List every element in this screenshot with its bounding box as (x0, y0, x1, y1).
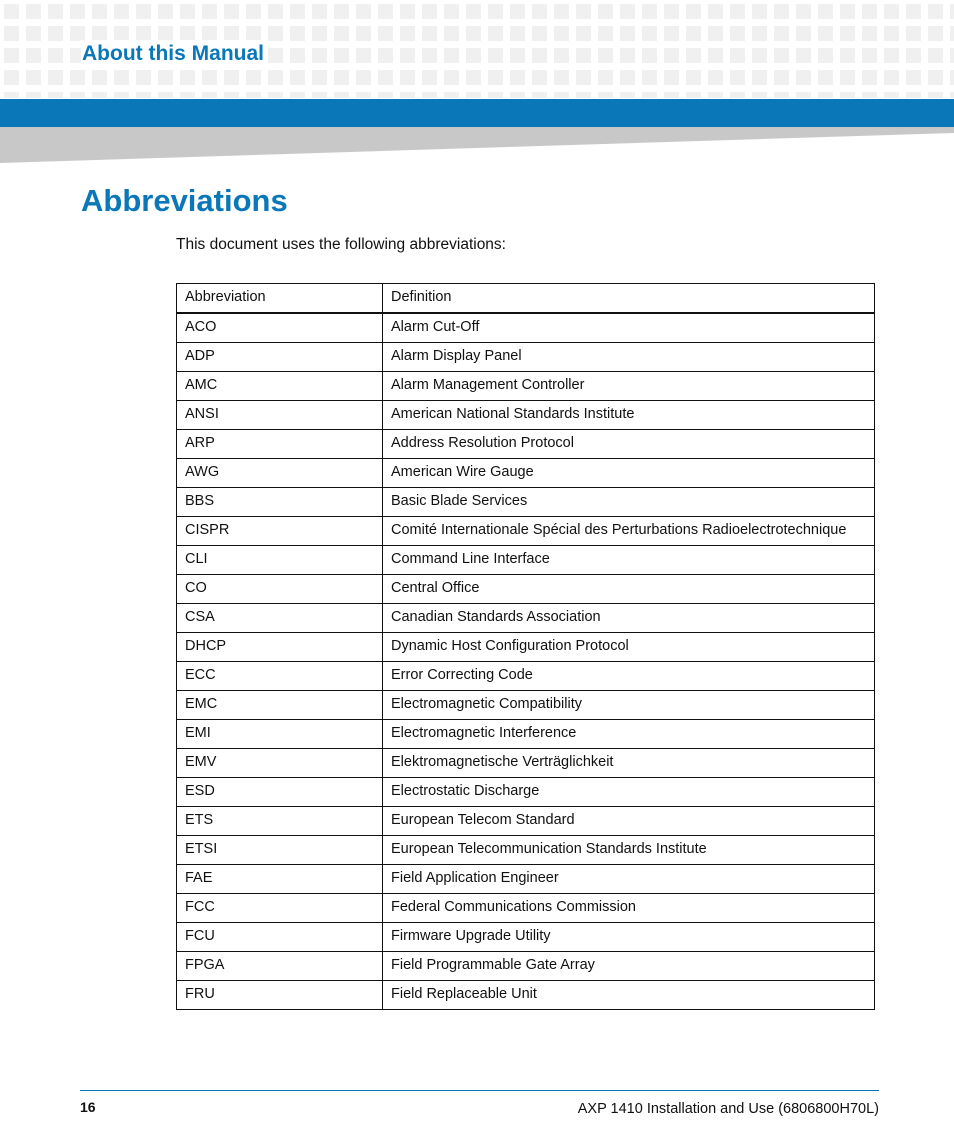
document-reference: AXP 1410 Installation and Use (6806800H70L) (577, 1101, 879, 1117)
table-row (177, 720, 875, 749)
definition-cell: Electrostatic Discharge (383, 778, 875, 807)
definition-cell: American National Standards Institute (383, 401, 875, 430)
abbreviation-cell: ECC (177, 662, 383, 691)
definition-cell: Federal Communications Commission (383, 894, 875, 923)
definition-cell: Electromagnetic Compatibility (383, 691, 875, 720)
abbreviation-cell: BBS (177, 488, 383, 517)
table-row (177, 459, 875, 488)
abbreviation-cell: ANSI (177, 401, 383, 430)
abbreviation-cell: FAE (177, 865, 383, 894)
definition-cell: Basic Blade Services (383, 488, 875, 517)
intro-text: This document uses the following abbreviations: (176, 236, 506, 253)
table-row (177, 313, 875, 343)
definition-cell: European Telecommunication Standards Institute (383, 836, 875, 865)
table-row (177, 662, 875, 691)
table-row (177, 372, 875, 401)
table-row (177, 691, 875, 720)
table-row (177, 488, 875, 517)
table-row (177, 749, 875, 778)
abbreviation-cell: FCU (177, 923, 383, 952)
header-grey-swoosh (0, 127, 954, 163)
definition-cell: American Wire Gauge (383, 459, 875, 488)
table-row (177, 343, 875, 372)
definition-cell: Elektromagnetische Verträglichkeit (383, 749, 875, 778)
footer-rule (80, 1090, 879, 1091)
table-row (177, 604, 875, 633)
table-header-row (177, 284, 875, 314)
table-row (177, 778, 875, 807)
abbreviation-cell: CO (177, 575, 383, 604)
definition-cell: Error Correcting Code (383, 662, 875, 691)
definition-cell: Canadian Standards Association (383, 604, 875, 633)
definition-cell: Alarm Cut-Off (383, 313, 875, 343)
abbreviation-cell: EMV (177, 749, 383, 778)
column-header-definition: Definition (383, 284, 875, 314)
definition-cell: European Telecom Standard (383, 807, 875, 836)
abbreviation-cell: DHCP (177, 633, 383, 662)
header-blue-band (0, 99, 954, 127)
definition-cell: Command Line Interface (383, 546, 875, 575)
definition-cell: Firmware Upgrade Utility (383, 923, 875, 952)
abbreviation-cell: AWG (177, 459, 383, 488)
page-title: Abbreviations (81, 183, 288, 218)
definition-cell: Alarm Display Panel (383, 343, 875, 372)
table-row (177, 807, 875, 836)
definition-cell: Field Application Engineer (383, 865, 875, 894)
abbreviation-cell: EMC (177, 691, 383, 720)
table-row (177, 836, 875, 865)
abbreviation-cell: ETS (177, 807, 383, 836)
abbreviation-cell: ACO (177, 313, 383, 343)
table-body (177, 313, 875, 1010)
definition-cell: Dynamic Host Configuration Protocol (383, 633, 875, 662)
abbreviation-cell: ADP (177, 343, 383, 372)
page-number: 16 (80, 1099, 96, 1115)
abbreviation-cell: FCC (177, 894, 383, 923)
definition-cell: Electromagnetic Interference (383, 720, 875, 749)
abbreviation-cell: ETSI (177, 836, 383, 865)
table-row (177, 575, 875, 604)
table-row (177, 865, 875, 894)
abbreviation-cell: ESD (177, 778, 383, 807)
table-row (177, 430, 875, 459)
table-row (177, 546, 875, 575)
abbreviation-cell: CISPR (177, 517, 383, 546)
table-row (177, 517, 875, 546)
table-row (177, 633, 875, 662)
table-row (177, 952, 875, 981)
abbreviation-cell: FRU (177, 981, 383, 1010)
definition-cell: Alarm Management Controller (383, 372, 875, 401)
table-row (177, 894, 875, 923)
column-header-abbreviation: Abbreviation (177, 284, 383, 314)
abbreviation-cell: CLI (177, 546, 383, 575)
abbreviation-cell: FPGA (177, 952, 383, 981)
abbreviation-cell: AMC (177, 372, 383, 401)
table-row (177, 401, 875, 430)
table-row (177, 981, 875, 1010)
definition-cell: Central Office (383, 575, 875, 604)
abbreviation-cell: ARP (177, 430, 383, 459)
definition-cell: Field Programmable Gate Array (383, 952, 875, 981)
table-row (177, 923, 875, 952)
definition-cell: Comité Internationale Spécial des Perturbations Radioelectrotechnique (383, 517, 875, 546)
abbreviation-cell: EMI (177, 720, 383, 749)
definition-cell: Address Resolution Protocol (383, 430, 875, 459)
abbreviation-cell: CSA (177, 604, 383, 633)
abbreviations-table (176, 283, 875, 1010)
section-header-title: About this Manual (81, 40, 268, 68)
definition-cell: Field Replaceable Unit (383, 981, 875, 1010)
